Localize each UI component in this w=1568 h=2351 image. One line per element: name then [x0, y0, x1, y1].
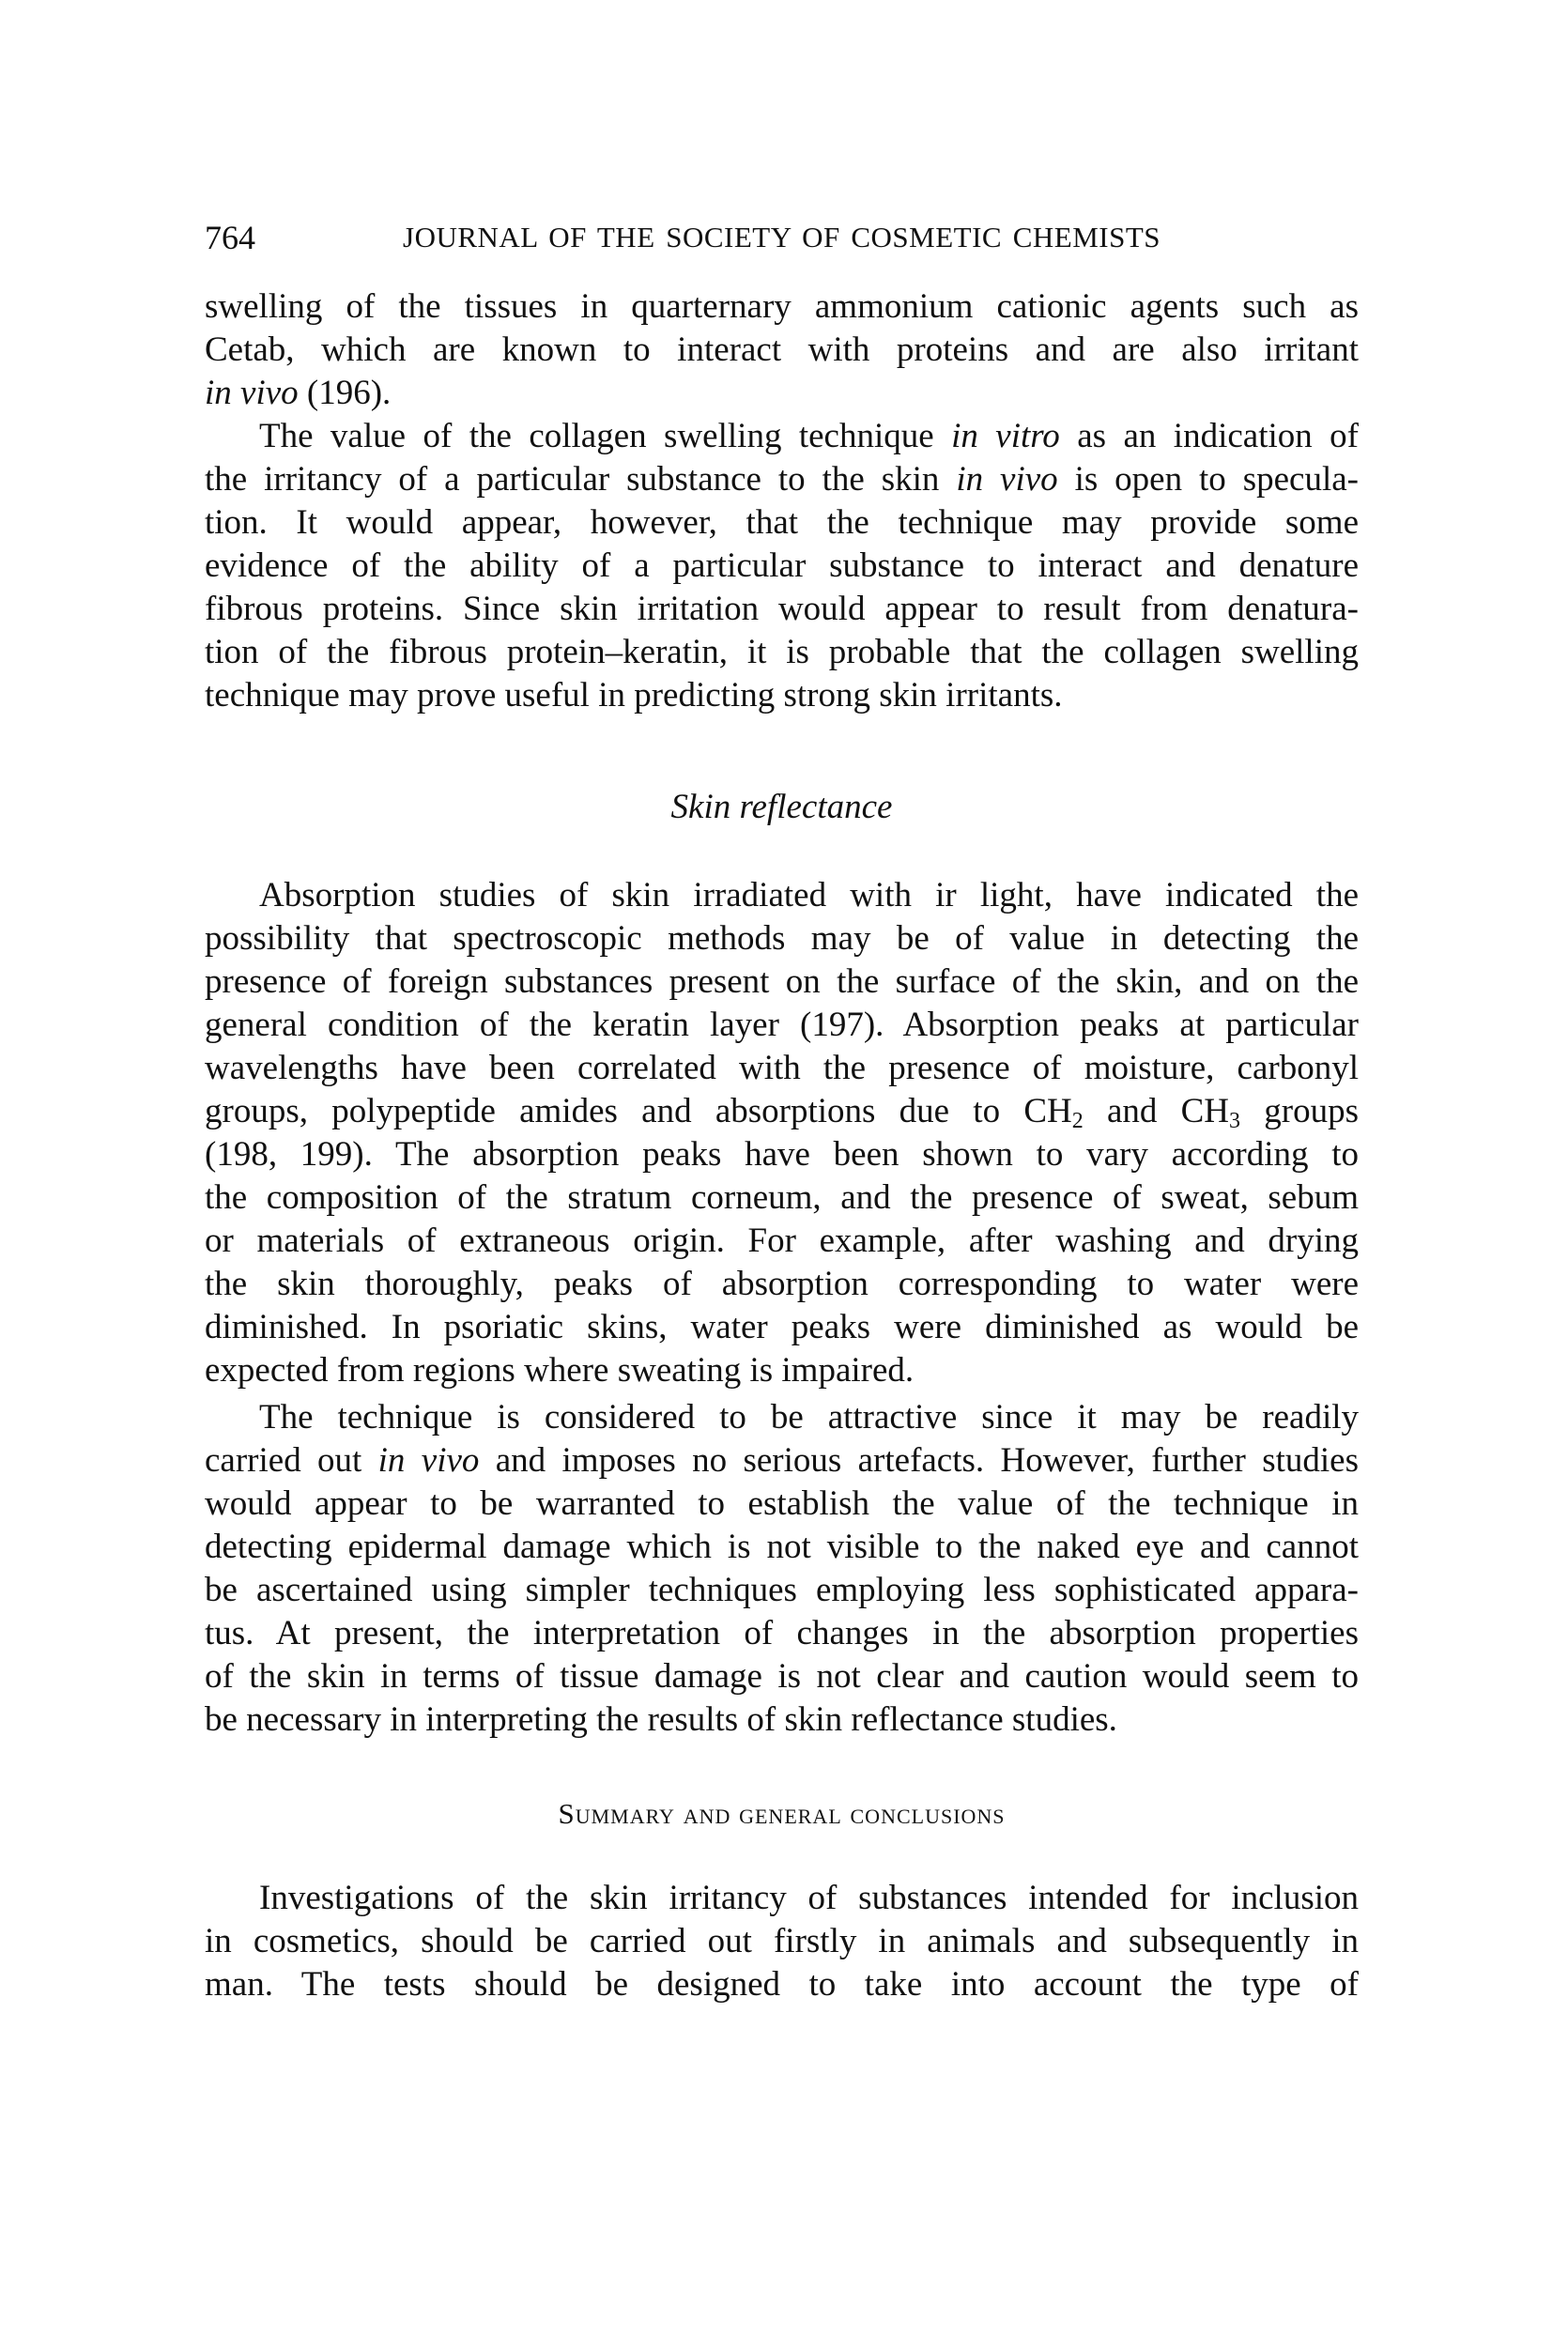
text-line: [205, 1612, 1359, 1655]
text-segment: technique may prove useful in predicting strong skin irritants.: [205, 676, 1063, 715]
text-segment: wavelengths have been correlated with the presence of moisture, carbonyl: [205, 1049, 1359, 1087]
text-segment: be ascertained using simpler techniques employing less sophisticated appara-: [205, 1571, 1359, 1609]
text-line: [205, 1655, 1359, 1698]
text-line: [205, 1263, 1359, 1306]
section-heading-summary: Summary and general conclusions: [558, 1797, 1006, 1830]
subscript: 3: [1229, 1109, 1241, 1133]
text-line: [205, 1090, 1359, 1133]
text-segment: fibrous proteins. Since skin irritation would appear to result from denatura-: [205, 590, 1359, 628]
text-segment: evidence of the ability of a particular substance to interact and denature: [205, 546, 1359, 585]
text-segment: tion of the fibrous protein–keratin, it is probable that the collagen swelling: [205, 633, 1359, 671]
text-line: [205, 1349, 1359, 1392]
text-line: [205, 631, 1359, 674]
text-segment: is open to specula-: [1057, 460, 1359, 499]
text-segment: presence of foreign substances present on the surface of the skin, and on the: [205, 962, 1359, 1001]
text-line: [205, 1047, 1359, 1090]
text-segment: groups, polypeptide amides and absorptions due to CH: [205, 1092, 1072, 1130]
text-segment: as an indication of: [1059, 417, 1359, 455]
text-segment: Cetab, which are known to interact with proteins and are also irritant: [205, 330, 1359, 369]
text-segment: in cosmetics, should be carried out firstly in animals and subsequently in: [205, 1922, 1359, 1960]
text-line: [205, 372, 1359, 415]
italic-text: in vivo: [205, 374, 299, 412]
text-line: [205, 1963, 1359, 2006]
text-segment: possibility that spectroscopic methods may be of value in detecting the: [205, 919, 1359, 958]
text-segment: would appear to be warranted to establish the value of the technique in: [205, 1484, 1359, 1523]
text-line: [205, 874, 1359, 917]
text-segment: general condition of the keratin layer (197). Absorption peaks at particular: [205, 1006, 1359, 1044]
text-line: [205, 1306, 1359, 1349]
text-line: [205, 458, 1359, 501]
text-segment: the irritancy of a particular substance to the skin: [205, 460, 957, 499]
text-segment: diminished. In psoriatic skins, water peaks were diminished as would be: [205, 1308, 1359, 1346]
text-line: [205, 1483, 1359, 1526]
italic-text: in vivo: [956, 460, 1058, 499]
text-segment: man. The tests should be designed to take into account the type of: [205, 1965, 1359, 2004]
text-line: [205, 1439, 1359, 1483]
text-segment: swelling of the tissues in quarternary ammonium cationic agents such as: [205, 287, 1359, 326]
text-line: [205, 415, 1359, 458]
text-segment: and imposes no serious artefacts. However, further studies: [479, 1441, 1359, 1480]
text-segment: be necessary in interpreting the results of skin reflectance studies.: [205, 1700, 1117, 1739]
section-heading-skin-reflectance: Skin reflectance: [670, 788, 893, 826]
italic-text: in vivo: [377, 1441, 480, 1480]
text-line: [205, 1133, 1359, 1176]
text-line: [205, 285, 1359, 329]
subscript: 2: [1071, 1109, 1084, 1133]
text-line: [205, 545, 1359, 588]
text-segment: or materials of extraneous origin. For example, after washing and drying: [205, 1222, 1359, 1260]
text-line: [205, 674, 1359, 717]
text-line: [205, 960, 1359, 1004]
text-segment: expected from regions where sweating is impaired.: [205, 1351, 915, 1390]
text-segment: tus. At present, the interpretation of changes in the absorption properties: [205, 1614, 1359, 1652]
page-number: 764: [205, 219, 255, 256]
text-line: [205, 917, 1359, 960]
text-segment: (198, 199). The absorption peaks have been shown to vary according to: [205, 1135, 1359, 1174]
text-segment: (196).: [298, 374, 392, 412]
text-line: [205, 329, 1359, 372]
text-segment: The technique is considered to be attractive since it may be readily: [259, 1398, 1359, 1437]
text-segment: Investigations of the skin irritancy of substances intended for inclusion: [259, 1879, 1359, 1917]
text-line: [205, 1526, 1359, 1569]
text-line: [205, 1176, 1359, 1220]
text-line: [205, 1698, 1359, 1742]
text-line: [205, 1004, 1359, 1047]
italic-text: in vitro: [951, 417, 1060, 455]
text-line: [205, 1877, 1359, 1920]
text-segment: the skin thoroughly, peaks of absorption corresponding to water were: [205, 1265, 1359, 1303]
paragraph: [205, 415, 1359, 717]
paragraph: [205, 874, 1359, 1392]
text-line: [205, 1396, 1359, 1439]
text-segment: carried out: [205, 1441, 378, 1480]
text-segment: detecting epidermal damage which is not visible to the naked eye and cannot: [205, 1528, 1359, 1566]
text-segment: Absorption studies of skin irradiated with ir light, have indicated the: [259, 876, 1359, 914]
running-title: JOURNAL OF THE SOCIETY OF COSMETIC CHEMISTS: [403, 221, 1161, 254]
text-segment: the composition of the stratum corneum, and the presence of sweat, sebum: [205, 1178, 1359, 1217]
text-line: [205, 1920, 1359, 1963]
text-line: [205, 1569, 1359, 1612]
paragraph: [205, 1877, 1359, 2006]
text-line: [205, 1220, 1359, 1263]
paragraph: [205, 1396, 1359, 1742]
text-segment: tion. It would appear, however, that the technique may provide some: [205, 503, 1359, 542]
text-segment: and CH: [1083, 1092, 1230, 1130]
text-line: [205, 501, 1359, 545]
paragraph: [205, 285, 1359, 415]
text-segment: of the skin in terms of tissue damage is not clear and caution would seem to: [205, 1657, 1359, 1696]
text-line: [205, 588, 1359, 631]
text-segment: groups: [1240, 1092, 1359, 1130]
text-segment: The value of the collagen swelling technique: [259, 417, 952, 455]
